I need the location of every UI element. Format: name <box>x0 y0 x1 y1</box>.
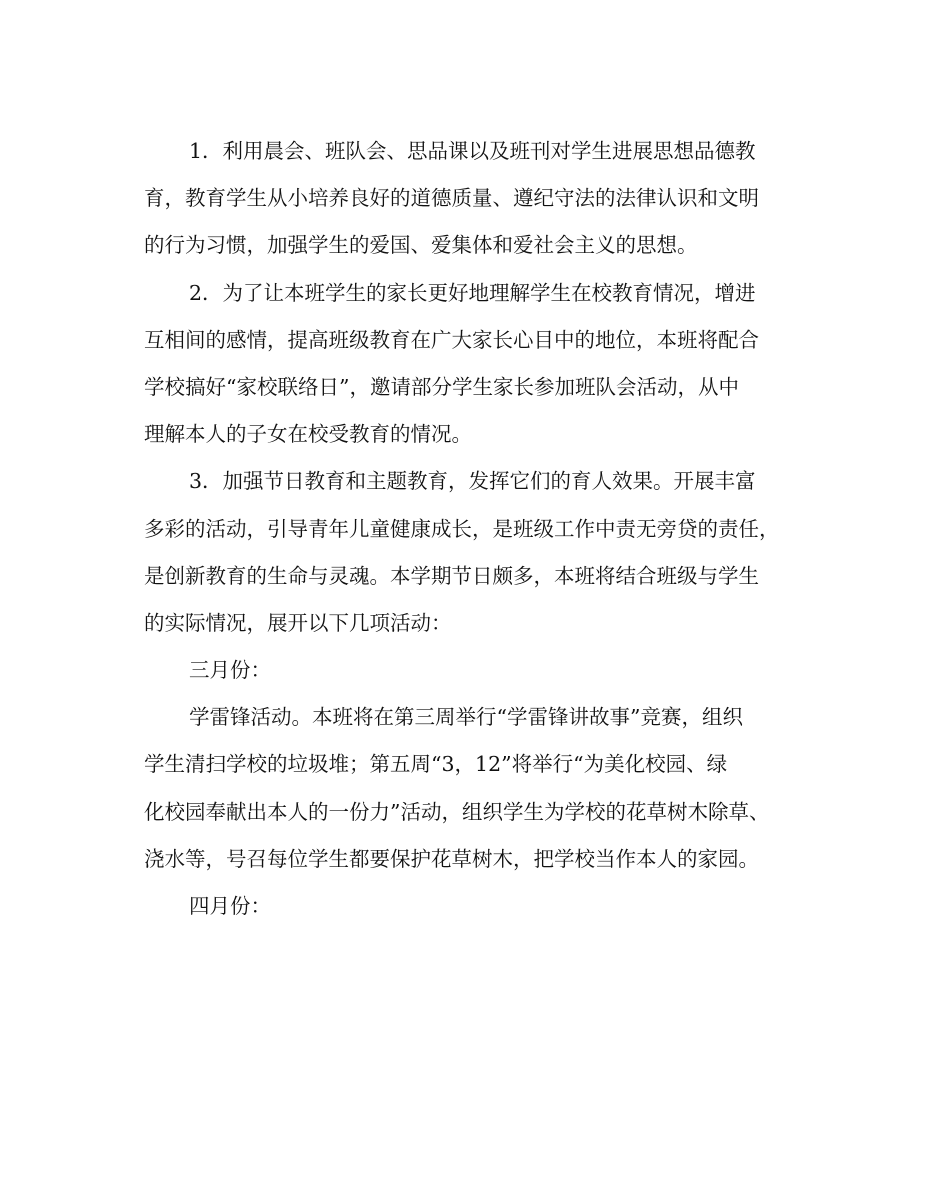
text-line: 互相间的感情，提高班级教育在广大家长心目中的地位，本班将配合 <box>144 327 759 352</box>
text-line: 多彩的活动，引导青年儿童健康成长，是班级工作中责无旁贷的责任， <box>144 516 780 541</box>
text-line: 四月份： <box>189 894 271 918</box>
text-line: 3．加强节日教育和主题教育，发挥它们的育人效果。开展丰富 <box>189 469 756 494</box>
text-line: 学雷锋活动。本班将在第三周举行“学雷锋讲故事”竞赛，组织 <box>189 705 743 730</box>
text-line: 浇水等，号召每位学生都要保护花草树木，把学校当作本人的家园。 <box>144 846 759 871</box>
text-line: 学校搞好“家校联络日”，邀请部分学生家长参加班队会活动，从中 <box>144 374 739 399</box>
text-line: 是创新教育的生命与灵魂。本学期节日颇多，本班将结合班级与学生 <box>144 563 759 588</box>
text-line: 的行为习惯，加强学生的爱国、爱集体和爱社会主义的思想。 <box>144 233 698 258</box>
text-line: 学生清扫学校的垃圾堆；第五周“3，12”将举行“为美化校园、绿 <box>144 752 728 777</box>
text-line: 1．利用晨会、班队会、思品课以及班刊对学生进展思想品德教 <box>189 139 756 163</box>
text-line: 的实际情况，展开以下几项活动： <box>144 610 452 635</box>
text-line: 育，教育学生从小培养良好的道德质量、遵纪守法的法律认识和文明 <box>144 186 759 211</box>
text-line: 化校园奉献出本人的一份力”活动，组织学生为学校的花草树木除草、 <box>144 799 770 824</box>
text-line: 三月份： <box>189 658 271 683</box>
text-line: 理解本人的子女在校受教育的情况。 <box>144 422 472 447</box>
text-line: 2．为了让本班学生的家长更好地理解学生在校教育情况，增进 <box>189 280 756 305</box>
document-body <box>144 128 814 930</box>
